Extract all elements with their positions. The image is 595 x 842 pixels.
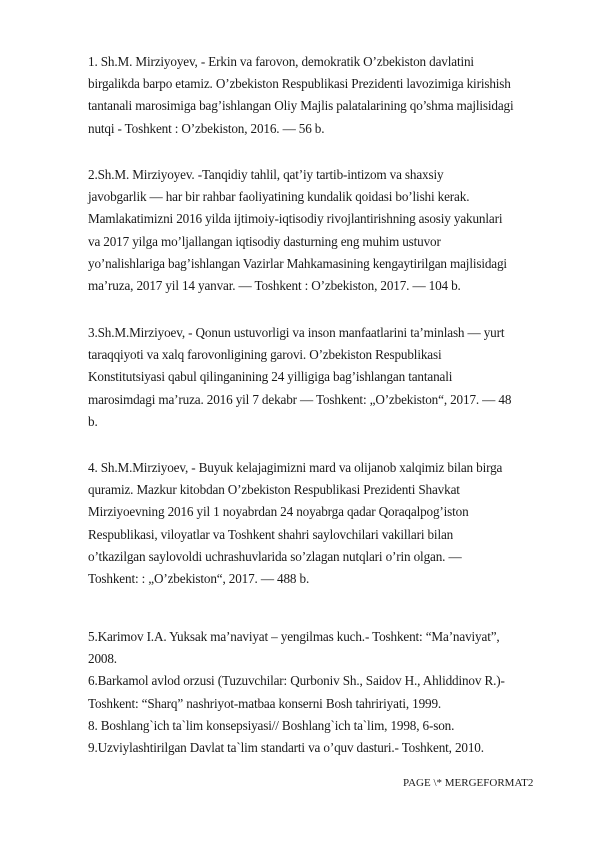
text-line: 8. Boshlang`ich ta`lim konsepsiyasi// Boshlang`ich ta`lim, 1998, 6-son. [88,717,455,733]
text-line: b. [88,413,98,429]
text-line: 2.Sh.M. Mirziyoyev. -Tanqidiy tahlil, qat’iy tartib-intizom va shaxsiy [88,167,444,182]
text-line: Mamlakatimizni 2016 yilda ijtimoiy-iqtisodiy rivojlantirishning asosiy yakunlari [88,211,503,227]
text-line: Toshkent: “Sharq” nashriyot-matbaa konserni Bosh tahririyati, 1999. [88,695,442,711]
text-line: 2008. [88,651,117,667]
text-line: 5.Karimov I.A. Yuksak ma’naviyat – yengilmas kuch.- Toshkent: “Ma’naviyat”, [88,629,500,644]
reference-entry-5 [88,626,554,759]
text-line: Mirziyoevning 2016 yil 1 noyabrdan 24 noyabrga qadar Qoraqalpog’iston [88,504,469,520]
text-line: nutqi - Toshkent : O’zbekiston, 2016. — 56 b. [88,120,325,136]
text-line: birgalikda barpo etamiz. O’zbekiston Respublikasi Prezidenti lavozimiga kirishish [88,76,511,92]
text-line: Toshkent: : „O’zbekiston“, 2017. — 488 b. [88,571,310,587]
text-line: marosimdagi ma’ruza. 2016 yil 7 dekabr — Toshkent: „O’zbekiston“, 2017. — 48 [88,391,512,407]
page-footer-field: PAGE \* MERGEFORMAT2 [403,777,534,789]
text-line: taraqqiyoti va xalq farovonligining garovi. O’zbekiston Respublikasi [88,347,442,363]
reference-entry-1 [88,51,554,140]
text-line: o’tkazilgan saylovoldi uchrashuvlarida so’zlagan nutqlari o’rin olgan. — [88,548,462,564]
text-line: va 2017 yilga mo’ljallangan iqtisodiy dasturning eng muhim ustuvor [88,233,441,249]
text-line: 3.Sh.M.Mirziyoev, - Qonun ustuvorligi va inson manfaatlarini ta’minlash — yurt [88,325,505,340]
reference-entry-4 [88,457,554,590]
text-line: yo’nalishlariga bag’ishlangan Vazirlar Mahkamasining kengaytirilgan majlisidagi [88,255,507,271]
text-line: ma’ruza, 2017 yil 14 yanvar. — Toshkent : O’zbekiston, 2017. — 104 b. [88,278,461,294]
reference-entry-2 [88,164,554,297]
text-line: Respublikasi, viloyatlar va Toshkent shahri saylovchilari vakillari bilan [88,526,454,542]
text-line: javobgarlik — har bir rahbar faoliyatining kundalik qoidasi bo’lishi kerak. [88,189,470,205]
text-line: 1. Sh.M. Mirziyoyev, - Erkin va farovon, demokratik O’zbekiston davlatini [88,54,474,69]
text-line: 9.Uzviylashtirilgan Davlat ta`lim standarti va o’quv dasturi.- Toshkent, 2010. [88,740,484,756]
text-line: tantanali marosimiga bag’ishlangan Oliy Majlis palatalarining qo’shma majlisidagi [88,98,514,114]
text-line: Konstitutsiyasi qabul qilinganining 24 yilligiga bag’ishlangan tantanali [88,369,453,385]
reference-entry-3 [88,322,554,433]
text-line: 4. Sh.M.Mirziyoev, - Buyuk kelajagimizni mard va olijanob xalqimiz bilan birga [88,460,503,475]
text-line: quramiz. Mazkur kitobdan O’zbekiston Respublikasi Prezidenti Shavkat [88,482,460,498]
text-line: 6.Barkamol avlod orzusi (Tuzuvchilar: Qurboniv Sh., Saidov H., Ahliddinov R.)- [88,673,505,689]
